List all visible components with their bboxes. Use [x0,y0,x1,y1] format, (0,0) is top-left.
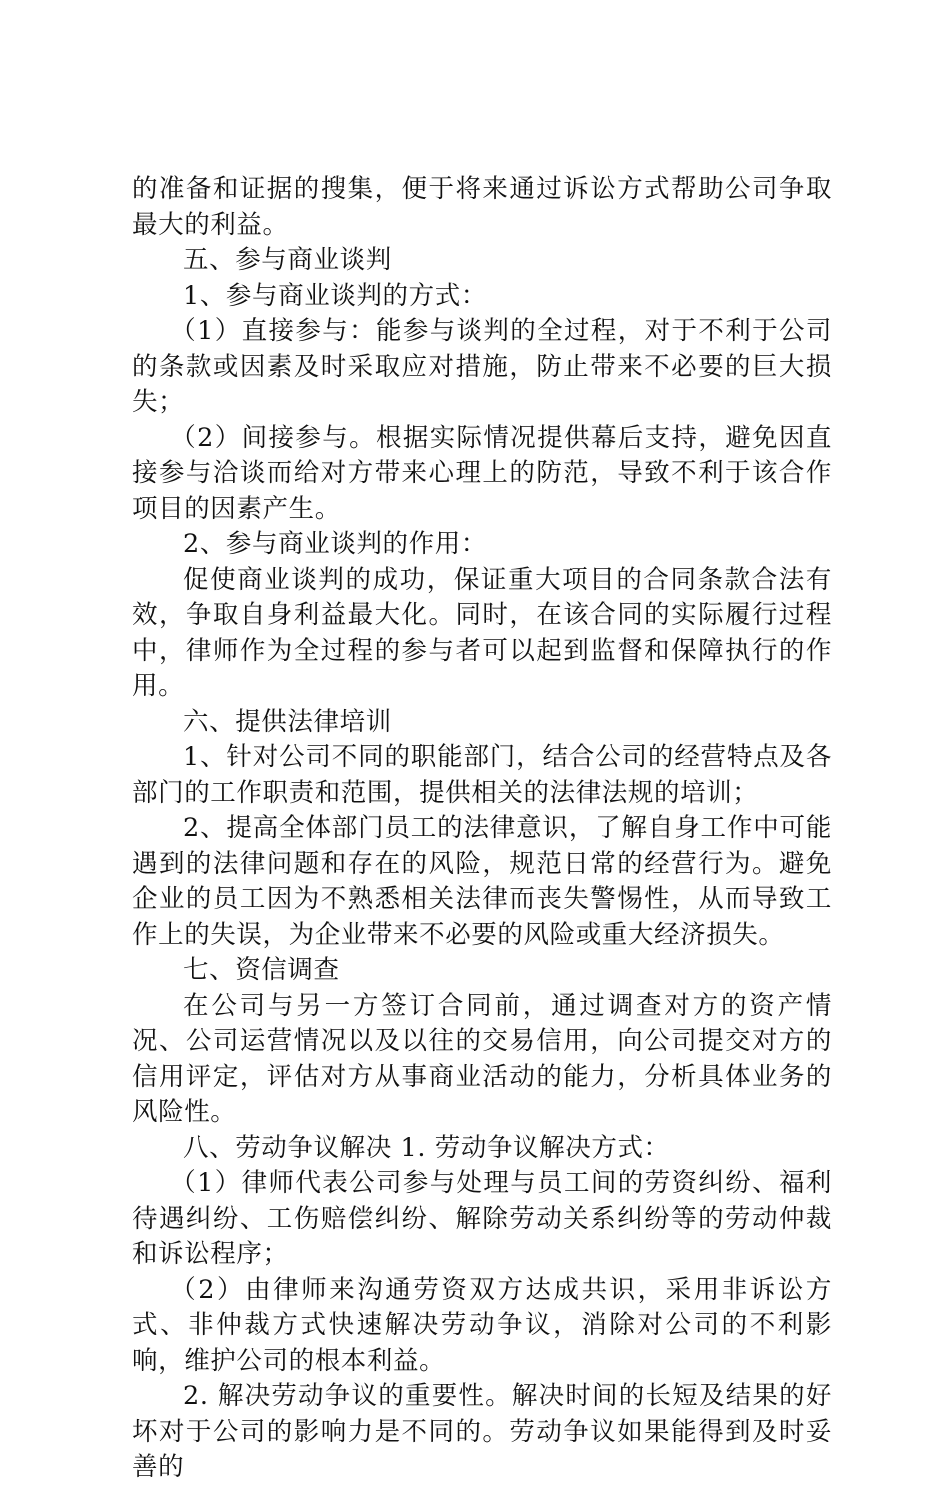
section-heading-credit-investigation: 七、资信调查 [183,955,340,985]
paragraph-evidence-continuation: 的准备和证据的搜集，便于将来通过诉讼方式帮助公司争取最大的利益。 [132,174,832,240]
paragraph-labor-dispute-importance: 2. 解决劳动争议的重要性。解决时间的长短及结果的好坏对于公司的影响力是不同的。劳动争议如果能得到及时妥善的 [132,1381,832,1482]
document-body [132,172,832,1486]
section-heading-business-negotiation: 五、参与商业谈判 [183,245,392,275]
paragraph-labor-dispute-method-1: （1）律师代表公司参与处理与员工间的劳资纠纷、福利待遇纠纷、工伤赔偿纠纷、解除劳动关系纠纷等的劳动仲裁和诉讼程序； [132,1168,832,1269]
paragraph-labor-dispute-method-2: （2）由律师来沟通劳资双方达成共识，采用非诉讼方式、非仲裁方式快速解决劳动争议，消除对公司的不利影响，维护公司的根本利益。 [132,1274,832,1376]
paragraph-credit-investigation: 在公司与另一方签订合同前，通过调查对方的资产情况、公司运营情况以及以往的交易信用，向公司提交对方的信用评定，评估对方从事商业活动的能力，分析具体业务的风险性。 [132,990,832,1127]
paragraph-negotiation-role: 促使商业谈判的成功，保证重大项目的合同条款合法有效，争取自身利益最大化。同时，在该合同的实际履行过程中，律师作为全过程的参与者可以起到监督和保障执行的作用。 [132,564,832,701]
paragraph-training-point-2: 2、提高全体部门员工的法律意识，了解自身工作中可能遇到的法律问题和存在的风险，规范日常的经营行为。避免企业的员工因为不熟悉相关法律而丧失警惕性，从而导致工作上的失误，为企业带来不必要的风险或重大经济损失。 [132,813,832,950]
section-heading-legal-training: 六、提供法律培训 [183,706,392,737]
subheading-negotiation-role: 2、参与商业谈判的作用： [183,529,487,559]
subheading-negotiation-methods: 1、参与商业谈判的方式： [183,280,487,311]
section-heading-labor-dispute: 八、劳动争议解决 1. 劳动争议解决方式： [183,1132,670,1163]
paragraph-training-point-1: 1、针对公司不同的职能部门，结合公司的经营特点及各部门的工作职责和范围，提供相关的法律法规的培训； [132,742,832,808]
paragraph-direct-participation: （1）直接参与：能参与谈判的全过程，对于不利于公司的条款或因素及时采取应对措施，防止带来不必要的巨大损失； [132,316,832,417]
paragraph-indirect-participation: （2）间接参与。根据实际情况提供幕后支持，避免因直接参与洽谈而给对方带来心理上的防范，导致不利于该合作项目的因素产生。 [132,422,832,524]
